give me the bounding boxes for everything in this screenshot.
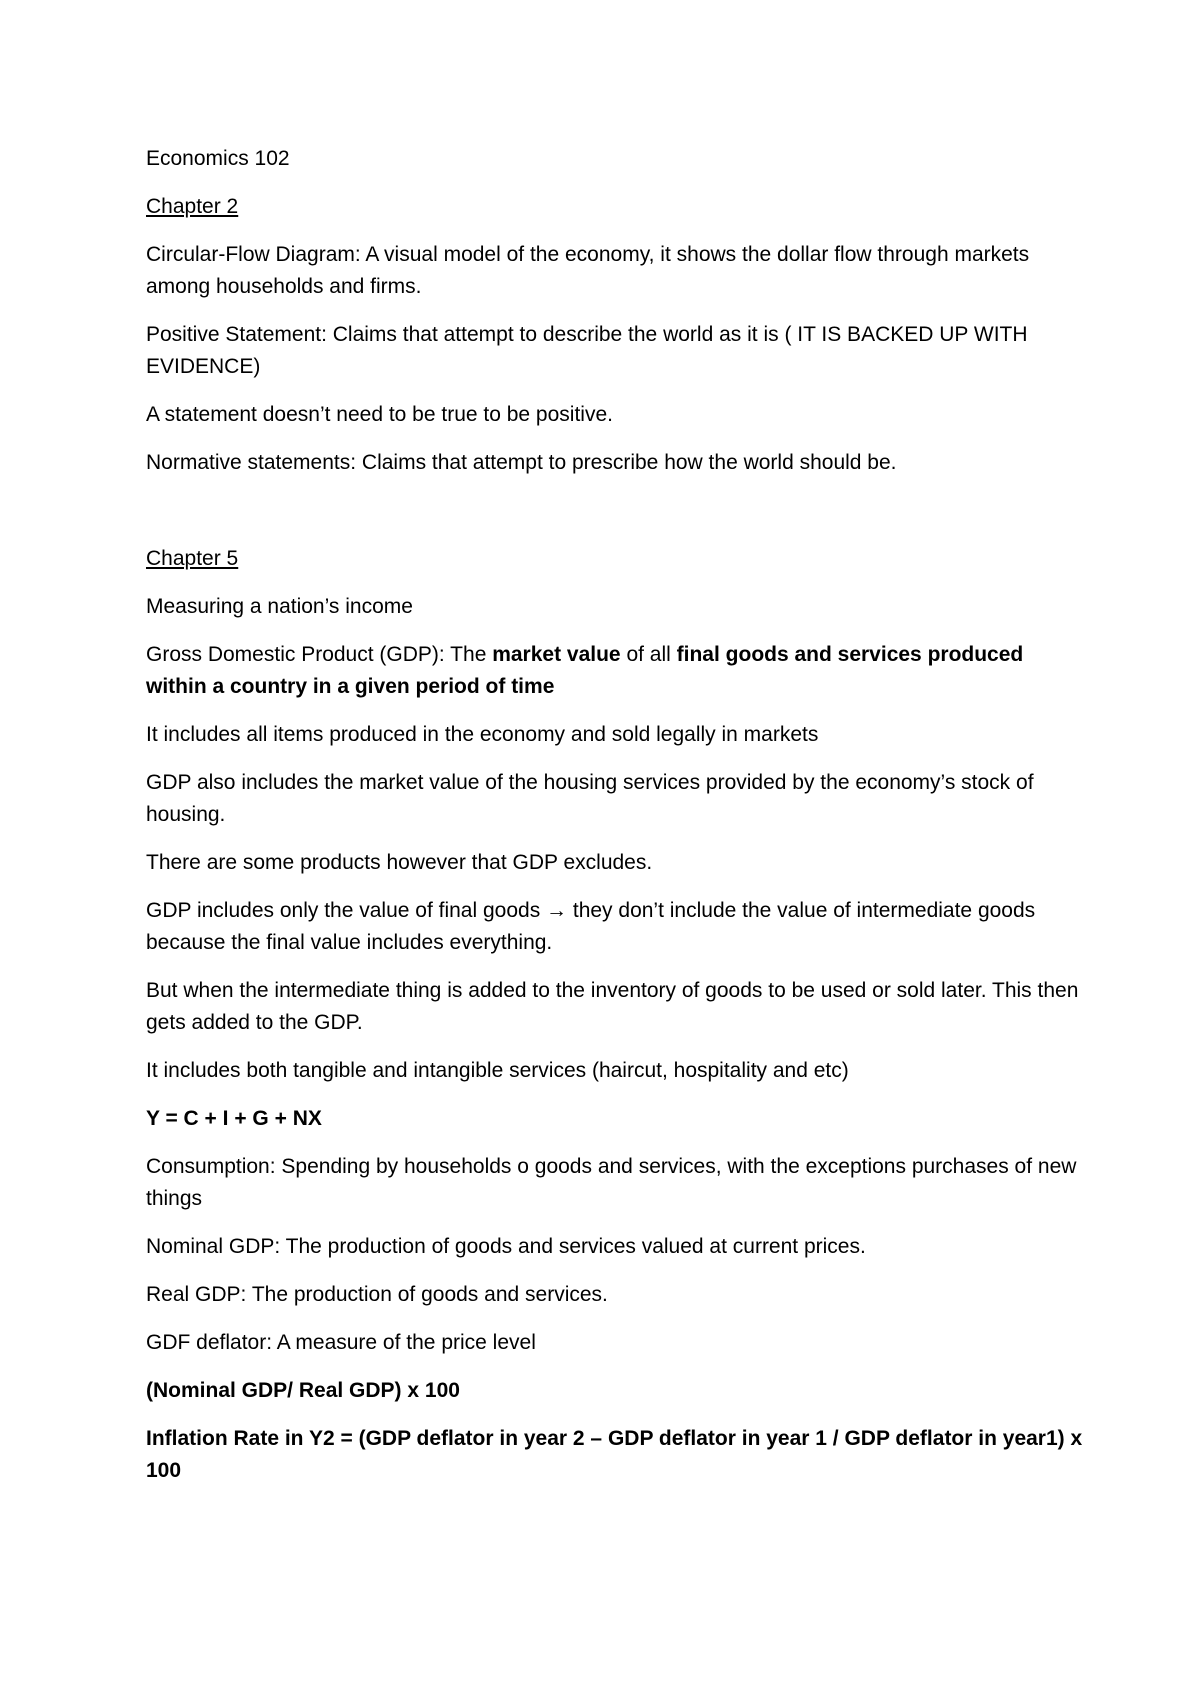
positive-statement-paragraph: Positive Statement: Claims that attempt to describe the world as it is ( IT IS BACKED UP WITH EVIDENCE) (146, 323, 1028, 378)
real-gdp-paragraph: Real GDP: The production of goods and services. (146, 1283, 608, 1306)
final-goods-paragraph: GDP includes only the value of final goods → they don’t include the value of intermediate goods because the final value includes everything. (146, 899, 1036, 954)
inventory-paragraph: But when the intermediate thing is added to the inventory of goods to be used or sold later. This then gets added to the GDP. (146, 979, 1079, 1034)
nominal-gdp-paragraph: Nominal GDP: The production of goods and services valued at current prices. (146, 1235, 866, 1258)
chapter-2-heading: Chapter 2 (146, 195, 239, 218)
items-produced-paragraph: It includes all items produced in the economy and sold legally in markets (146, 723, 819, 746)
measuring-income-paragraph: Measuring a nation’s income (146, 595, 413, 618)
services-paragraph: It includes both tangible and intangible services (haircut, hospitality and etc) (146, 1059, 849, 1082)
document-title: Economics 102 (146, 147, 290, 170)
document-page (146, 143, 1086, 1503)
inflation-rate-formula: Inflation Rate in Y2 = (GDP deflator in year 2 – GDP deflator in year 1 / GDP deflator in year1) x 100 (146, 1427, 1083, 1482)
gdp-formula: Y = C + I + G + NX (146, 1107, 322, 1130)
consumption-paragraph: Consumption: Spending by households o goods and services, with the exceptions purchases of new things (146, 1155, 1077, 1210)
section-spacer (146, 495, 1086, 543)
deflator-formula: (Nominal GDP/ Real GDP) x 100 (146, 1379, 460, 1402)
chapter-5-heading: Chapter 5 (146, 547, 239, 570)
normative-statements-paragraph: Normative statements: Claims that attempt to prescribe how the world should be. (146, 451, 897, 474)
gdp-definition-market-value: market value (492, 643, 621, 666)
gdp-definition-final-goods: final goods and services produced within a country in a given period of time (146, 643, 1024, 698)
gdp-excludes-paragraph: There are some products however that GDP excludes. (146, 851, 653, 874)
housing-services-paragraph: GDP also includes the market value of the housing services provided by the economy’s stock of housing. (146, 771, 1034, 826)
gdp-definition-of-all: of all (620, 643, 677, 666)
gdf-deflator-paragraph: GDF deflator: A measure of the price level (146, 1331, 536, 1354)
gdp-definition-paragraph (146, 639, 1086, 703)
gdp-definition-prefix: Gross Domestic Product (GDP): The (146, 643, 493, 666)
statement-truth-paragraph: A statement doesn’t need to be true to be positive. (146, 403, 613, 426)
circular-flow-paragraph: Circular-Flow Diagram: A visual model of the economy, it shows the dollar flow through markets among households and firms. (146, 243, 1030, 298)
